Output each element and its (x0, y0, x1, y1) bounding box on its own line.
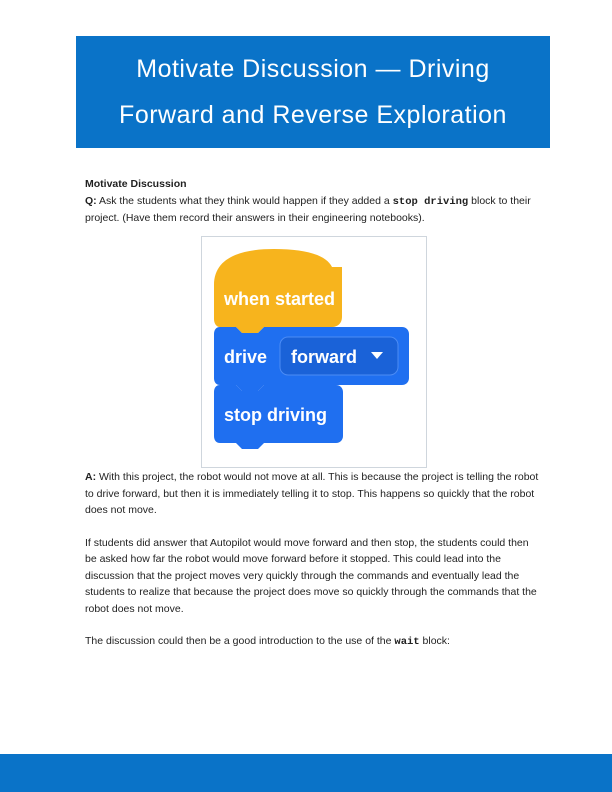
drive-label: drive (224, 347, 268, 367)
section-heading: Motivate Discussion (85, 178, 187, 190)
answer-section (85, 469, 540, 651)
wait-code: wait (394, 636, 420, 648)
question-section (85, 176, 535, 227)
stop-driving-label: stop driving (224, 405, 327, 425)
stop-driving-code: stop driving (392, 195, 469, 208)
conclusion-text-before: The discussion could then be a good introduction to the use of the (85, 635, 395, 647)
answer-label: A: (85, 471, 97, 483)
title-banner (76, 36, 550, 148)
title-line-2: Forward and Reverse Exploration (119, 101, 507, 129)
when-started-label: when started (224, 289, 336, 309)
title-line-1: Motivate Discussion — Driving (136, 55, 490, 83)
question-text-before: Ask the students what they think would happen if they added a (96, 194, 393, 207)
block-stack (202, 237, 426, 467)
answer-paragraph (85, 469, 540, 519)
answer-text: With this project, the robot would not move at all. This is because the project is telling the robot to drive forward, but then it is immediately telling it to stop. This happens so quickly that the robot does not move. (85, 471, 539, 516)
dropdown-label: forward (291, 347, 358, 367)
follow-up-paragraph: If students did answer that Autopilot would move forward and then stop, the students could then be asked how far the robot would move forward before it stopped. This could lead into the discussion that the project moves very quickly through the commands and eventually lead the students to realize that because the project does move so quickly through the commands that the robot does not move. (85, 536, 537, 615)
conclusion-text-after: block: (419, 635, 450, 647)
footer-bar (0, 754, 612, 792)
block-code-figure (201, 236, 427, 468)
question-label: Q: (85, 194, 97, 207)
question-paragraph (85, 193, 535, 227)
question-text-after: block to their project. (Have them record their answers in their engineering notebooks). (85, 194, 531, 224)
conclusion-paragraph (85, 633, 540, 651)
